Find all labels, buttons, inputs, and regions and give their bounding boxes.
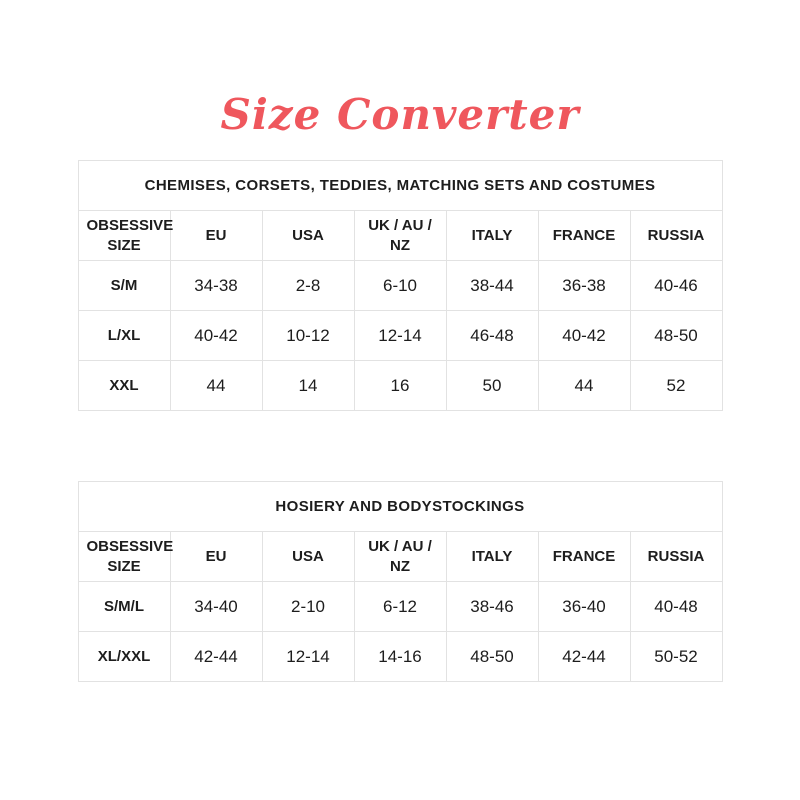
value-cell: 50-52 (630, 632, 722, 682)
column-header-3: UK / AU / NZ (354, 211, 446, 261)
value-cell: 52 (630, 361, 722, 411)
table-row (78, 311, 722, 361)
column-header-5: FRANCE (538, 211, 630, 261)
value-cell: 2-8 (262, 261, 354, 311)
size-label-cell: S/M/L (78, 582, 170, 632)
tables-container (0, 160, 800, 682)
value-cell: 40-48 (630, 582, 722, 632)
column-header-row (78, 532, 722, 582)
value-cell: 2-10 (262, 582, 354, 632)
table-heading-row (78, 482, 722, 532)
column-header-4: ITALY (446, 532, 538, 582)
size-table-1 (78, 481, 723, 682)
value-cell: 6-10 (354, 261, 446, 311)
table-row (78, 361, 722, 411)
table-heading: CHEMISES, CORSETS, TEDDIES, MATCHING SETS AND COSTUMES (78, 161, 722, 211)
table-row (78, 632, 722, 682)
column-header-5: FRANCE (538, 532, 630, 582)
value-cell: 10-12 (262, 311, 354, 361)
column-header-3: UK / AU / NZ (354, 532, 446, 582)
value-cell: 36-40 (538, 582, 630, 632)
table-heading: HOSIERY AND BODYSTOCKINGS (78, 482, 722, 532)
value-cell: 34-40 (170, 582, 262, 632)
column-header-1: EU (170, 532, 262, 582)
value-cell: 50 (446, 361, 538, 411)
value-cell: 34-38 (170, 261, 262, 311)
column-header-0: OBSESSIVE SIZE (78, 532, 170, 582)
column-header-0: OBSESSIVE SIZE (78, 211, 170, 261)
column-header-1: EU (170, 211, 262, 261)
column-header-6: RUSSIA (630, 532, 722, 582)
column-header-6: RUSSIA (630, 211, 722, 261)
column-header-2: USA (262, 211, 354, 261)
value-cell: 38-44 (446, 261, 538, 311)
value-cell: 40-42 (538, 311, 630, 361)
value-cell: 48-50 (446, 632, 538, 682)
size-label-cell: S/M (78, 261, 170, 311)
value-cell: 42-44 (170, 632, 262, 682)
table-heading-row (78, 161, 722, 211)
value-cell: 44 (538, 361, 630, 411)
value-cell: 16 (354, 361, 446, 411)
value-cell: 46-48 (446, 311, 538, 361)
size-label-cell: XL/XXL (78, 632, 170, 682)
value-cell: 12-14 (354, 311, 446, 361)
value-cell: 44 (170, 361, 262, 411)
size-table-0 (78, 160, 723, 411)
value-cell: 38-46 (446, 582, 538, 632)
column-header-2: USA (262, 532, 354, 582)
column-header-row (78, 211, 722, 261)
value-cell: 12-14 (262, 632, 354, 682)
value-cell: 36-38 (538, 261, 630, 311)
table-row (78, 261, 722, 311)
value-cell: 40-42 (170, 311, 262, 361)
value-cell: 48-50 (630, 311, 722, 361)
value-cell: 42-44 (538, 632, 630, 682)
size-label-cell: L/XL (78, 311, 170, 361)
column-header-4: ITALY (446, 211, 538, 261)
size-label-cell: XXL (78, 361, 170, 411)
table-row (78, 582, 722, 632)
page-title: Size Converter (220, 90, 580, 139)
value-cell: 40-46 (630, 261, 722, 311)
value-cell: 14-16 (354, 632, 446, 682)
value-cell: 6-12 (354, 582, 446, 632)
value-cell: 14 (262, 361, 354, 411)
